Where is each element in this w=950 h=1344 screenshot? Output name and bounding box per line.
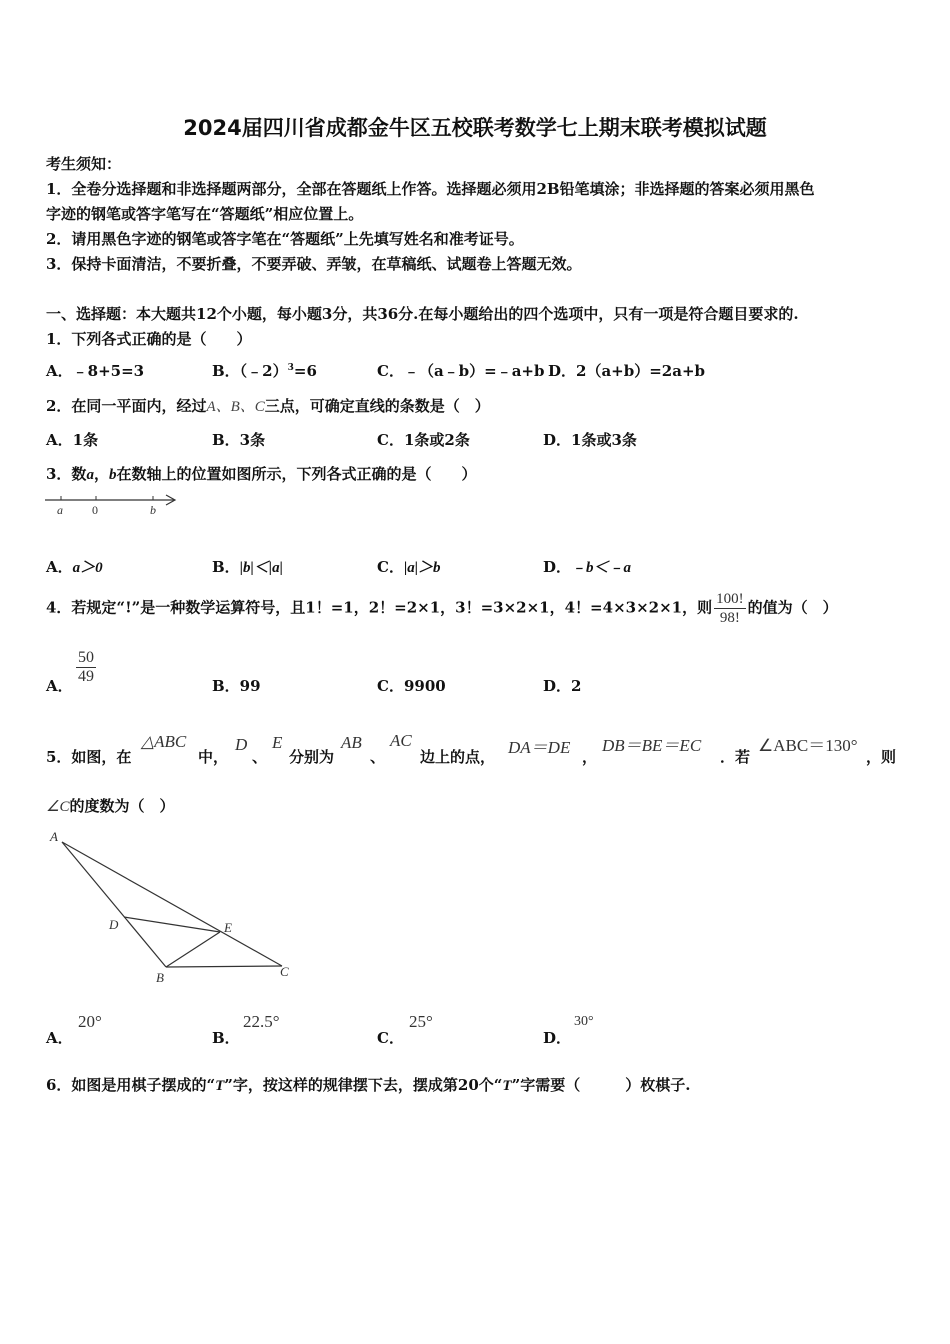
q5-option-b-value: 22.5° bbox=[243, 1012, 280, 1031]
q1-option-b bbox=[212, 360, 317, 381]
notice-line-1b: 字迹的钢笔或答字笔写在“答题纸”相应位置上。 bbox=[46, 205, 364, 223]
q5-eq-2: DB＝BE＝EC bbox=[602, 736, 702, 755]
q3-var-a: a bbox=[86, 467, 94, 483]
q5-text-ze: ，则 bbox=[866, 748, 897, 766]
q6-letter-t-1: T bbox=[215, 1078, 225, 1094]
q4-option-d: D．2 bbox=[543, 677, 582, 695]
q1-option-b-rest: =6 bbox=[293, 362, 317, 380]
q5-text-ruo: ．若 bbox=[720, 748, 751, 766]
q4-fraction-denominator: 98! bbox=[719, 610, 740, 626]
q4-stem-post: 的值为（ ） bbox=[747, 598, 838, 617]
q5-sep-2: 、 bbox=[370, 748, 386, 766]
q3-option-b bbox=[212, 556, 283, 577]
q5-text-bian: 边上的点， bbox=[420, 748, 496, 766]
q4-option-b: B．99 bbox=[212, 677, 261, 695]
q1-option-a: A．﹣8+5=3 bbox=[46, 362, 145, 380]
q3-option-b-expr: |b|＜|a| bbox=[239, 560, 283, 576]
q2-stem bbox=[46, 395, 490, 416]
q2-option-d: D．1条或3条 bbox=[543, 431, 637, 449]
q3-option-d-expr: ﹣b＜﹣a bbox=[571, 560, 632, 576]
q3-option-a bbox=[46, 556, 103, 577]
q4-stem-text: 4．若规定“!”是一种数学运算符号，且1！=1，2！=2×1，3！=3×2×1，4！=4×3×2×1，则 bbox=[46, 598, 713, 617]
notice-heading: 考生须知： bbox=[46, 155, 122, 173]
segment-bc bbox=[166, 966, 282, 967]
q3-option-c-expr: |a|＞b bbox=[403, 560, 441, 576]
q4-option-a-fraction bbox=[76, 649, 96, 686]
q5-option-a-label: A． bbox=[46, 1029, 73, 1047]
vertex-a-label: A bbox=[50, 829, 58, 844]
q5-text-fenbie: 分别为 bbox=[289, 748, 335, 766]
q5-triangle: △ABC bbox=[141, 732, 187, 751]
q5-eq-1: DA＝DE bbox=[508, 738, 571, 757]
q3-option-b-label: B． bbox=[212, 558, 240, 576]
q6-letter-t-2: T bbox=[502, 1078, 512, 1094]
q1-option-c: C．﹣（a﹣b）=﹣a+b bbox=[377, 362, 545, 380]
section-heading: 一、选择题：本大题共12个小题，每小题3分，共36分.在每小题给出的四个选项中，只有一项是符合题目要求的. bbox=[46, 305, 799, 323]
q4-option-a-label: A． bbox=[46, 677, 73, 695]
q6-stem-pre: 6．如图是用棋子摆成的“ bbox=[46, 1076, 216, 1094]
q4-option-c: C．9900 bbox=[377, 677, 446, 695]
q5-prefix: 5．如图，在 bbox=[46, 748, 132, 766]
q5-line-2 bbox=[46, 795, 174, 816]
q5-side-ac: AC bbox=[390, 731, 412, 750]
vertex-b-label: B bbox=[156, 970, 164, 985]
q6-stem-post: ”字需要（ ）枚棋子. bbox=[511, 1076, 691, 1094]
segment-ac bbox=[62, 842, 282, 966]
q3-option-d-label: D． bbox=[543, 558, 572, 576]
q2-option-a: A．1条 bbox=[46, 431, 99, 449]
q5-angle-abc: ∠ABC＝130° bbox=[758, 736, 858, 755]
q1-stem: 1．下列各式正确的是（ ） bbox=[46, 330, 252, 348]
page-title: 2024届四川省成都金牛区五校联考数学七上期末联考模拟试题 bbox=[183, 116, 767, 140]
label-a: a bbox=[57, 503, 63, 517]
q3-comma: ， bbox=[93, 465, 109, 483]
q5-text-zhong: 中， bbox=[198, 748, 229, 766]
q5-option-c-label: C． bbox=[377, 1029, 404, 1047]
q5-sep-3: ， bbox=[582, 748, 598, 766]
q1-option-d: D．2（a+b）=2a+b bbox=[548, 362, 706, 380]
segment-be bbox=[166, 932, 220, 967]
vertex-e-label: E bbox=[224, 920, 232, 935]
vertex-c-label: C bbox=[280, 964, 289, 979]
q5-option-d-value: 30° bbox=[574, 1014, 594, 1029]
q1-option-b-base: B．（﹣2） bbox=[212, 362, 288, 380]
q3-stem-post: 在数轴上的位置如图所示，下列各式正确的是（ ） bbox=[116, 465, 477, 483]
q5-option-c-value: 25° bbox=[409, 1012, 433, 1031]
q5-side-ab: AB bbox=[341, 733, 362, 752]
q1-option-b-exponent: 3 bbox=[287, 363, 294, 373]
q2-stem-post: 三点，可确定直线的条数是（ ） bbox=[264, 397, 490, 415]
q4-option-a-denominator: 49 bbox=[78, 668, 94, 685]
q2-option-c: C．1条或2条 bbox=[377, 431, 470, 449]
notice-line-1a: 1．全卷分选择题和非选择题两部分，全部在答题纸上作答。选择题必须用2B铅笔填涂；非选择题的答案必须用黑色 bbox=[46, 180, 815, 198]
q3-stem bbox=[46, 463, 476, 484]
notice-line-2: 2．请用黑色字迹的钢笔或答字笔在“答题纸”上先填写姓名和准考证号。 bbox=[46, 230, 524, 248]
segment-ab bbox=[62, 842, 166, 967]
q5-option-b-label: B． bbox=[212, 1029, 240, 1047]
q5-sep-1: 、 bbox=[252, 748, 268, 766]
q4-fraction-numerator: 100! bbox=[716, 591, 744, 607]
q4-stem bbox=[46, 590, 838, 627]
segment-de bbox=[124, 917, 220, 932]
label-b: b bbox=[150, 503, 156, 517]
q3-option-a-expr: a＞0 bbox=[72, 560, 103, 576]
q5-option-d-label: D． bbox=[543, 1029, 572, 1047]
label-zero: 0 bbox=[92, 503, 98, 517]
q4-option-a-numerator: 50 bbox=[78, 649, 94, 666]
q2-option-b: B．3条 bbox=[212, 431, 266, 449]
q3-stem-pre: 3．数 bbox=[46, 465, 87, 483]
q3-option-a-label: A． bbox=[46, 558, 73, 576]
q3-option-c bbox=[377, 556, 441, 577]
q5-point-d: D bbox=[235, 735, 248, 754]
number-line-figure bbox=[40, 488, 185, 518]
vertex-d-label: D bbox=[109, 917, 119, 932]
q5-angle-c: ∠C bbox=[46, 799, 70, 815]
q5-point-e: E bbox=[272, 733, 283, 752]
q6-stem-mid: ”字，按这样的规律摆下去，摆成第20个“ bbox=[224, 1076, 503, 1094]
q2-points: A、B、C bbox=[206, 399, 265, 415]
q6-stem bbox=[46, 1074, 690, 1095]
q3-option-d bbox=[543, 556, 631, 577]
q2-stem-pre: 2．在同一平面内，经过 bbox=[46, 397, 207, 415]
q3-var-b: b bbox=[108, 467, 117, 483]
q4-fraction bbox=[714, 590, 746, 627]
q5-option-a-value: 20° bbox=[78, 1012, 102, 1031]
q3-option-c-label: C． bbox=[377, 558, 404, 576]
notice-line-3: 3．保持卡面清洁，不要折叠，不要弄破、弄皱，在草稿纸、试题卷上答题无效。 bbox=[46, 255, 582, 273]
q5-line-2-text: 的度数为（ ） bbox=[69, 797, 175, 815]
triangle-figure bbox=[44, 826, 300, 986]
